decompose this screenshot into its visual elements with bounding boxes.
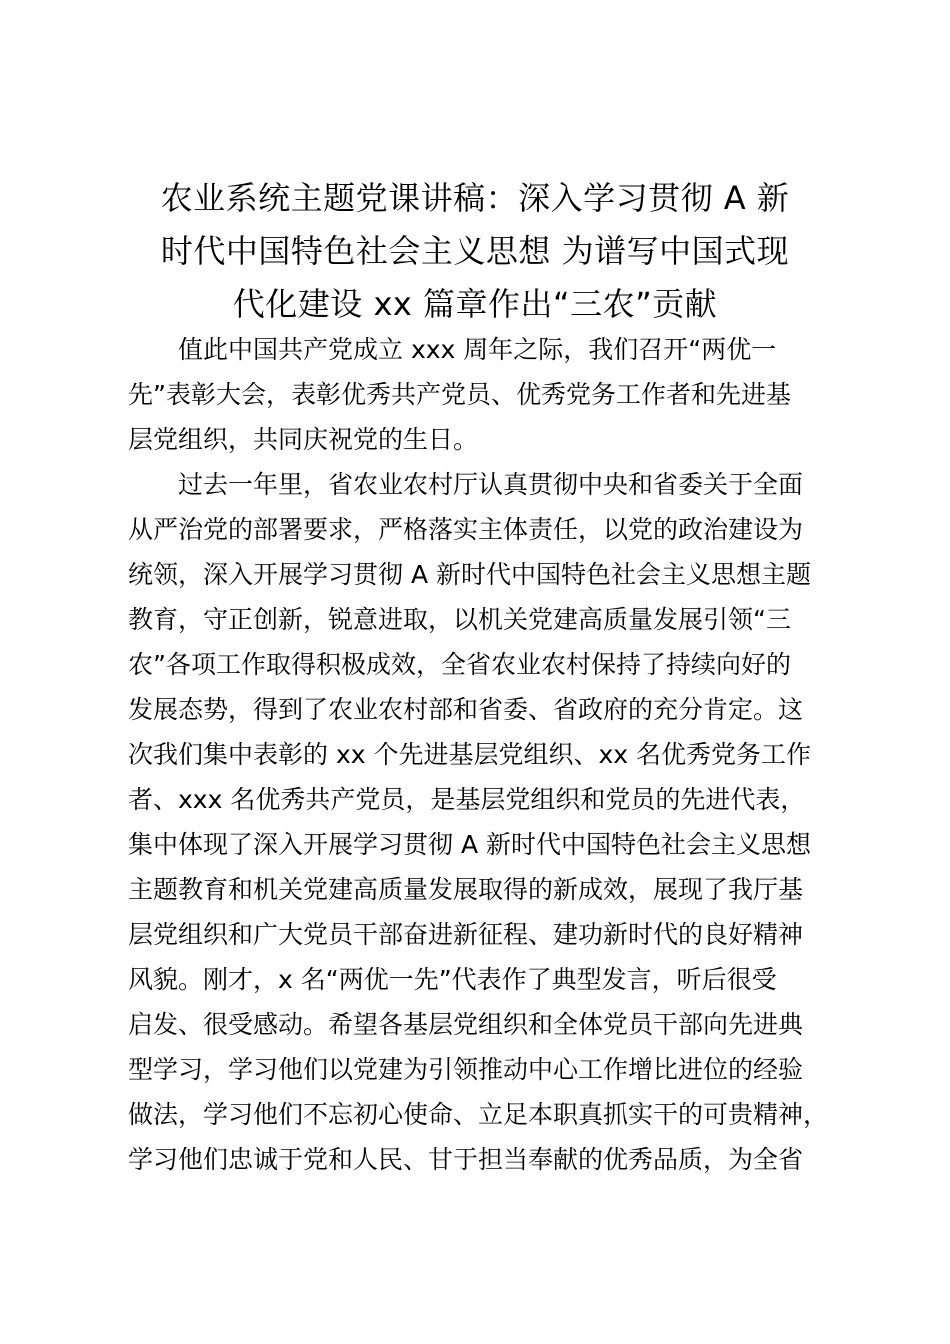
text-line: 教育，守正创新，锐意进取，以机关党建高质量发展引领“三 xyxy=(128,605,791,634)
paragraph-review xyxy=(128,462,868,1182)
text-line: 先”表彰大会，表彰优秀共产党员、优秀党务工作者和先进基 xyxy=(128,380,791,409)
text-line: 农”各项工作取得积极成效，全省农业农村保持了持续向好的 xyxy=(128,650,791,679)
text-line: 型学习，学习他们以党建为引领推动中心工作增比进位的经验 xyxy=(128,1055,804,1084)
text-line: 学习他们忠诚于党和人民、甘于担当奉献的优秀品质，为全省 xyxy=(128,1145,804,1174)
text-line: 从严治党的部署要求，严格落实主体责任，以党的政治建设为 xyxy=(128,515,804,544)
text-line: 集中体现了深入开展学习贯彻 A 新时代中国特色社会主义思想 xyxy=(128,830,811,859)
document-title xyxy=(110,172,840,331)
text-line: 层党组织，共同庆祝党的生日。 xyxy=(128,425,479,454)
text-line: 启发、很受感动。希望各基层党组织和全体党员干部向先进典 xyxy=(128,1010,804,1039)
title-line: 时代中国特色社会主义思想 为谱写中国式现 xyxy=(160,232,790,270)
text-line: 者、xxx 名优秀共产党员，是基层党组织和党员的先进代表， xyxy=(128,785,806,814)
text-line: 做法，学习他们不忘初心使命、立足本职真抓实干的可贵精神， xyxy=(128,1100,829,1129)
paragraph-opening xyxy=(128,327,868,462)
text-line: 风貌。刚才，x 名“两优一先”代表作了典型发言，听后很受 xyxy=(128,965,777,994)
text-line: 值此中国共产党成立 xxx 周年之际，我们召开“两优一 xyxy=(178,335,777,364)
text-line: 层党组织和广大党员干部奋进新征程、建功新时代的良好精神 xyxy=(128,920,804,949)
text-line: 发展态势，得到了农业农村部和省委、省政府的充分肯定。这 xyxy=(128,695,804,724)
text-line: 统领，深入开展学习贯彻 A 新时代中国特色社会主义思想主题 xyxy=(128,560,811,589)
text-line: 主题教育和机关党建高质量发展取得的新成效，展现了我厅基 xyxy=(128,875,804,904)
text-line: 次我们集中表彰的 xx 个先进基层党组织、xx 名优秀党务工作 xyxy=(128,740,812,769)
text-line: 过去一年里，省农业农村厅认真贯彻中央和省委关于全面 xyxy=(178,470,804,499)
title-line: 代化建设 xx 篇章作出“三农”贡献 xyxy=(232,285,718,323)
document-body xyxy=(128,327,868,1182)
title-line: 农业系统主题党课讲稿：深入学习贯彻 A 新 xyxy=(160,179,790,217)
